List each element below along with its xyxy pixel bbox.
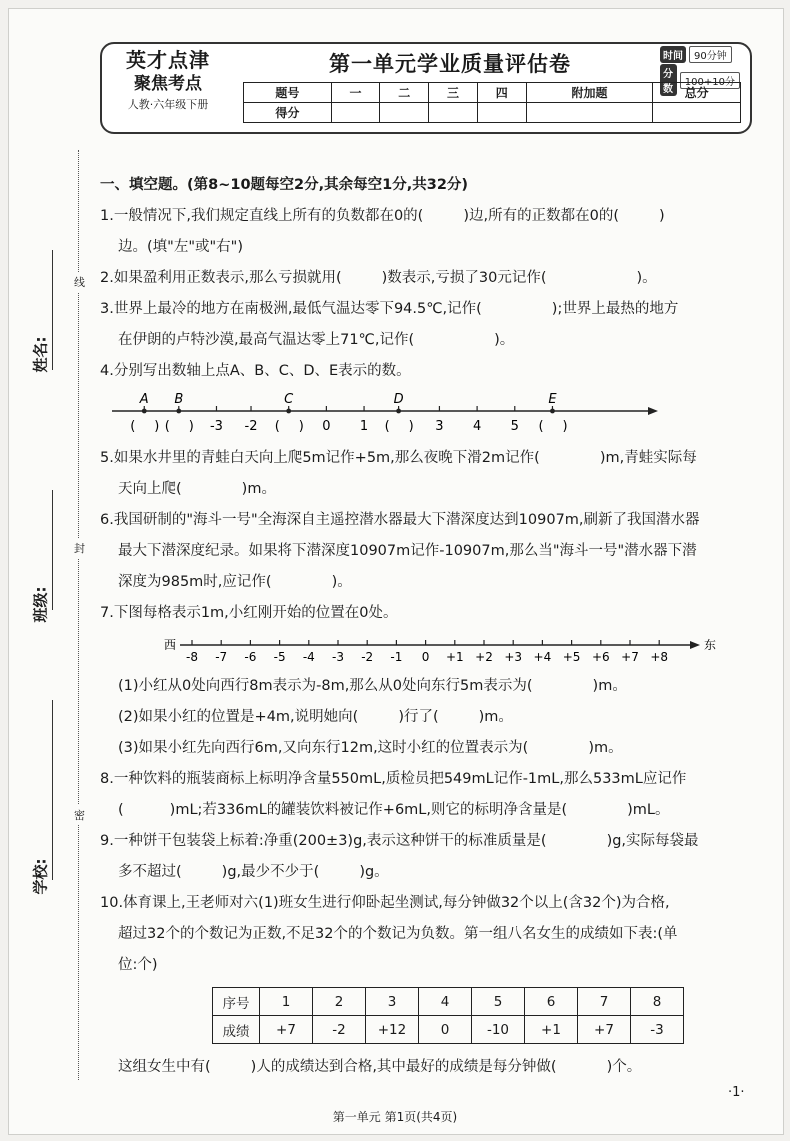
numberline-q4-paren: ( [538, 419, 544, 434]
results-head: 序号 [213, 988, 260, 1016]
question-6: 6.我国研制的"海斗一号"全海深自主遥控潜水器最大下潜深度达到10907m,刷新了我国潜水器 [100, 512, 700, 528]
results-cell: -10 [472, 1016, 525, 1044]
q10-text: )个。 [606, 1059, 642, 1075]
numberline-q4-paren: ) [562, 419, 568, 434]
q5-text: 天向上爬( [118, 481, 182, 497]
seal-char-mi: 密 [74, 805, 85, 825]
numberline-q7-label: +5 [562, 650, 581, 664]
question-1-cont: 边。(填"左"或"右") [118, 239, 243, 255]
score-entry-cell[interactable] [526, 103, 653, 123]
question-8-cont [100, 795, 772, 826]
results-cell: +7 [260, 1016, 313, 1044]
q7-2-text: )行了( [398, 709, 439, 725]
name-label: 姓名: [31, 336, 50, 373]
results-head: 成绩 [213, 1016, 260, 1044]
seal-char-xian: 线 [74, 272, 85, 292]
name-field[interactable] [52, 250, 53, 370]
q9-text: )g,最少不少于( [221, 864, 320, 880]
q9-text: 9.一种饼干包装袋上标着:净重(200±3)g,表示这种饼干的标准质量是( [100, 833, 547, 849]
school-field[interactable] [52, 700, 53, 880]
numberline-q7-label: +1 [445, 650, 464, 664]
q2-text: 2.如果盈利用正数表示,那么亏损就用( [100, 270, 342, 286]
q7-3-text: )m。 [588, 740, 623, 756]
results-cell: -2 [313, 1016, 366, 1044]
q1-text: ) [658, 208, 665, 224]
numberline-q4-point [286, 409, 291, 414]
brand-name: 英才点津 [126, 48, 210, 72]
brand-sub: 聚焦考点 [134, 74, 202, 94]
question-6-cont2 [100, 567, 772, 598]
numberline-q7-label: +3 [504, 650, 523, 664]
q6-text: )。 [331, 574, 352, 590]
numberline-q7-label: -5 [273, 650, 286, 664]
q3-text: )。 [494, 332, 515, 348]
question-6-cont: 最大下潜深度纪录。如果将下潜深度10907m记作-10907m,那么当"海斗一号"潜水器下潜 [118, 543, 697, 559]
results-cell: 1 [260, 988, 313, 1016]
numberline-q4-wrap [100, 387, 772, 443]
time-tag: 时间 [660, 46, 686, 63]
score-entry-cell[interactable] [429, 103, 478, 123]
class-field[interactable] [52, 490, 53, 610]
q2-text: )数表示,亏损了30元记作( [381, 270, 547, 286]
numberline-q7-label: -3 [332, 650, 344, 664]
brand-block [108, 48, 228, 124]
score-head-cell: 题号 [244, 83, 332, 103]
numberline-q7-label: -1 [390, 650, 403, 664]
seal-char-feng: 封 [74, 538, 85, 558]
numberline-q4-arrow [648, 407, 658, 415]
q7-2-text: (2)如果小红的位置是+4m,说明她向( [118, 709, 359, 725]
numberline-q4-label: -3 [209, 419, 223, 434]
question-5 [100, 443, 772, 474]
numberline-q7-label: 0 [421, 650, 430, 664]
q7-2-text: )m。 [478, 709, 513, 725]
q5-text: )m。 [241, 481, 276, 497]
question-10-cont2: 位:个) [118, 957, 158, 973]
numberline-q4-paren: ( [384, 419, 390, 434]
results-table [212, 987, 684, 1044]
page-number: ·1· [728, 1085, 745, 1100]
q9-text: 多不超过( [118, 864, 182, 880]
q7-1-text: )m。 [592, 678, 627, 694]
class-label: 班级: [31, 586, 50, 623]
numberline-q7-label: -8 [186, 650, 198, 664]
q8-text: )mL。 [627, 802, 670, 818]
numberline-q4-marks [130, 392, 567, 434]
q8-text: )mL;若336mL的罐装饮料被记作+6mL,则它的标明净含量是( [169, 802, 568, 818]
numberline-q7-label: +4 [533, 650, 552, 664]
east-label: 东 [704, 638, 717, 652]
q7-3-text: (3)如果小红先向西行6m,又向东行12m,这时小红的位置表示为( [118, 740, 529, 756]
question-9-cont [100, 857, 772, 888]
results-cell: 0 [419, 1016, 472, 1044]
question-7-1 [100, 671, 772, 702]
numberline-q4-paren: ) [408, 419, 414, 434]
q3-text: );世界上最热的地方 [551, 301, 679, 317]
numberline-q4-point [550, 409, 555, 414]
q10-text: )人的成绩达到合格,其中最好的成绩是每分钟做( [250, 1059, 557, 1075]
numberline-q4-paren: ( [130, 419, 136, 434]
question-9 [100, 826, 772, 857]
exam-title: 第一单元学业质量评估卷 [329, 52, 571, 76]
question-5-cont [100, 474, 772, 505]
question-2 [100, 263, 772, 294]
question-4: 4.分别写出数轴上点A、B、C、D、E表示的数。 [100, 363, 411, 379]
question-1 [100, 201, 772, 232]
score-head-cell: 四 [477, 83, 526, 103]
question-7-3 [100, 733, 772, 764]
score-entry-cell[interactable] [653, 103, 741, 123]
results-cell: 5 [472, 988, 525, 1016]
q5-text: 5.如果水井里的青蛙白天向上爬5m记作+5m,那么夜晚下滑2m记作( [100, 450, 540, 466]
numberline-q7 [160, 629, 780, 671]
numberline-q7-label: -6 [244, 650, 257, 664]
numberline-q4-point-label: A [139, 392, 149, 407]
brand-grade: 人教·六年级下册 [127, 98, 209, 111]
numberline-q4-paren: ) [298, 419, 304, 434]
q8-text: ( [118, 802, 124, 818]
numberline-q4-point-label: D [393, 392, 404, 407]
score-head-cell: 总分 [653, 83, 741, 103]
page-footer: 第一单元 第1页(共4页) [332, 1110, 458, 1124]
numberline-q4-point-label: E [548, 392, 557, 407]
q3-text: 3.世界上最冷的地方在南极洲,最低气温达零下94.5℃,记作( [100, 301, 482, 317]
numberline-q7-label: -4 [302, 650, 315, 664]
q3-text: 在伊朗的卢特沙漠,最高气温达零上71℃,记作( [118, 332, 415, 348]
q10-text: 这组女生中有( [118, 1059, 211, 1075]
results-cell: +7 [578, 1016, 631, 1044]
results-cell: 8 [631, 988, 684, 1016]
q9-text: )g。 [359, 864, 389, 880]
score-head-cell: 二 [380, 83, 429, 103]
score-entry-cell[interactable] [477, 103, 526, 123]
score-table [243, 82, 741, 123]
results-cell: 4 [419, 988, 472, 1016]
numberline-q4-label: 4 [472, 419, 482, 434]
score-entry-cell[interactable] [331, 103, 380, 123]
q2-text: )。 [636, 270, 657, 286]
numberline-q7-arrow [690, 641, 700, 649]
results-cell: +1 [525, 1016, 578, 1044]
numberline-q4-label: 1 [359, 419, 369, 434]
numberline-q7-label: -7 [215, 650, 228, 664]
q1-text: )边,所有的正数都在0的( [463, 208, 619, 224]
numberline-q4-point [142, 409, 147, 414]
numberline-q4-paren: ) [188, 419, 194, 434]
numberline-q4-paren: ( [164, 419, 170, 434]
west-label: 西 [164, 638, 177, 652]
q1-text: 1.一般情况下,我们规定直线上所有的负数都在0的( [100, 208, 424, 224]
numberline-q7-label: +2 [475, 650, 493, 664]
numberline-q4 [110, 387, 670, 443]
numberline-q4-paren: ( [274, 419, 280, 434]
score-entry-cell[interactable] [380, 103, 429, 123]
numberline-q4-point [176, 409, 181, 414]
score-head-cell: 一 [331, 83, 380, 103]
question-8: 8.一种饮料的瓶装商标上标明净含量550mL,质检员把549mL记作-1mL,那么533mL应记作 [100, 771, 687, 787]
question-3 [100, 294, 772, 325]
question-10-final [100, 1052, 772, 1083]
score-head-cell: 附加题 [526, 83, 653, 103]
q5-text: )m,青蛙实际每 [599, 450, 697, 466]
question-10: 10.体育课上,王老师对六(1)班女生进行仰卧起坐测试,每分钟做32个以上(含32个)为合格, [100, 895, 670, 911]
numberline-q4-label: -2 [244, 419, 258, 434]
numberline-q7-label: +6 [591, 650, 610, 664]
results-cell: -3 [631, 1016, 684, 1044]
question-10-cont: 超过32个的个数记为正数,不足32个的个数记为负数。第一组八名女生的成绩如下表:(单 [118, 926, 678, 942]
numberline-q4-paren: ) [154, 419, 160, 434]
score-head-cell: 三 [429, 83, 478, 103]
question-7-2 [100, 702, 772, 733]
q6-text: 深度为985m时,应记作( [118, 574, 272, 590]
time-value: 90分钟 [689, 46, 732, 63]
numberline-q7-label: +7 [621, 650, 639, 664]
question-3-cont [100, 325, 772, 356]
numberline-q7-label: +8 [650, 650, 669, 664]
results-cell: 6 [525, 988, 578, 1016]
numberline-q7-label: -2 [361, 650, 374, 664]
numberline-q4-label: 5 [510, 419, 519, 434]
school-label: 学校: [31, 858, 50, 895]
numberline-q4-point [396, 409, 401, 414]
numberline-q4-point-label: B [174, 392, 184, 407]
numberline-q7-wrap [100, 629, 772, 671]
results-cell: 3 [366, 988, 419, 1016]
results-cell: 2 [313, 988, 366, 1016]
score-row-label: 得分 [244, 103, 332, 123]
numberline-q7-marks [186, 640, 668, 664]
numberline-q4-label: 0 [322, 419, 331, 434]
q9-text: )g,实际每袋最 [606, 833, 699, 849]
numberline-q4-label: 3 [435, 419, 444, 434]
numberline-q4-point-label: C [284, 392, 294, 407]
score-tag: 分数 [660, 64, 677, 96]
question-7: 7.下图每格表示1m,小红刚开始的位置在0处。 [100, 605, 398, 621]
q7-1-text: (1)小红从0处向西行8m表示为-8m,那么从0处向东行5m表示为( [118, 678, 533, 694]
results-cell: 7 [578, 988, 631, 1016]
time-meta [660, 46, 740, 63]
section-title: 一、填空题。(第8~10题每空2分,其余每空1分,共32分) [100, 177, 469, 193]
results-cell: +12 [366, 1016, 419, 1044]
score-value: 100+10分 [680, 72, 740, 89]
question-section [100, 170, 772, 1083]
